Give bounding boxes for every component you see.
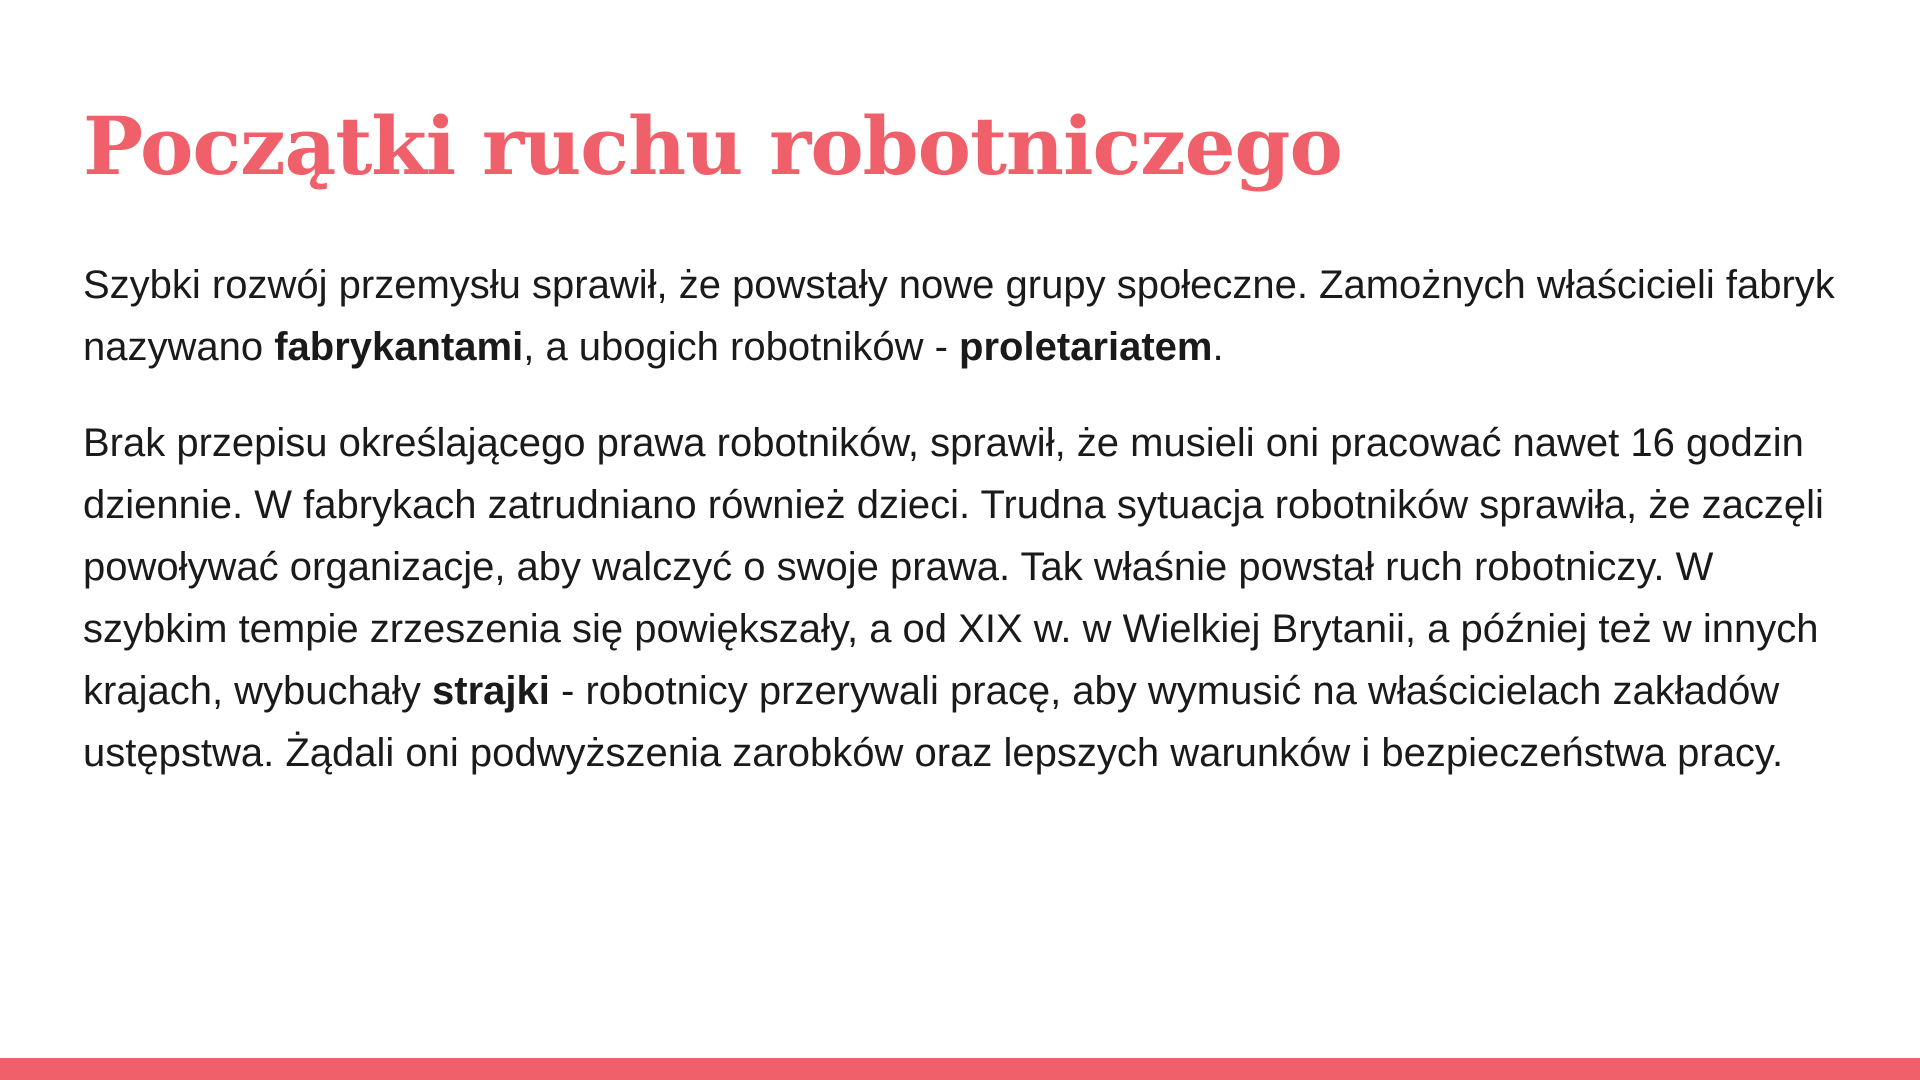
term-proletariatem: proletariatem xyxy=(959,325,1213,369)
paragraph1-text-1: Szybki rozwój przemysłu sprawił, że powstały nowe grupy społeczne. Zamożnych właścicieli fabryk nazywano xyxy=(83,263,1835,369)
slide-content xyxy=(83,254,1863,784)
paragraph-labor-movement xyxy=(83,412,1863,784)
paragraph2-text-2: - robotnicy przerywali pracę, aby wymusić na właścicielach zakładów ustępstwa. Żądali oni podwyższenia zarobków oraz lepszych warunków i bezpieczeństwa pracy. xyxy=(83,669,1784,775)
slide-title: Początki ruchu robotniczego xyxy=(83,99,1342,193)
bottom-accent-bar xyxy=(0,1058,1920,1080)
paragraph1-text-2: , a ubogich robotników - xyxy=(523,325,960,369)
paragraph2-text-1: Brak przepisu określającego prawa robotników, sprawił, że musieli oni pracować nawet 16 godzin dziennie. W fabrykach zatrudniano również dzieci. Trudna sytuacja robotników sprawiła, że zaczęli powoływać organizacje, aby walczyć o swoje prawa. Tak właśnie powstał ruch robotniczy. W szybkim tempie zrzeszenia się powiększały, a od XIX w. w Wielkiej Brytanii, a później też w innych krajach, wybuchały xyxy=(83,421,1824,713)
term-strajki: strajki xyxy=(432,669,550,713)
paragraph-social-groups xyxy=(83,254,1863,378)
term-fabrykantami: fabrykantami xyxy=(274,325,524,369)
paragraph1-text-3: . xyxy=(1212,325,1224,369)
